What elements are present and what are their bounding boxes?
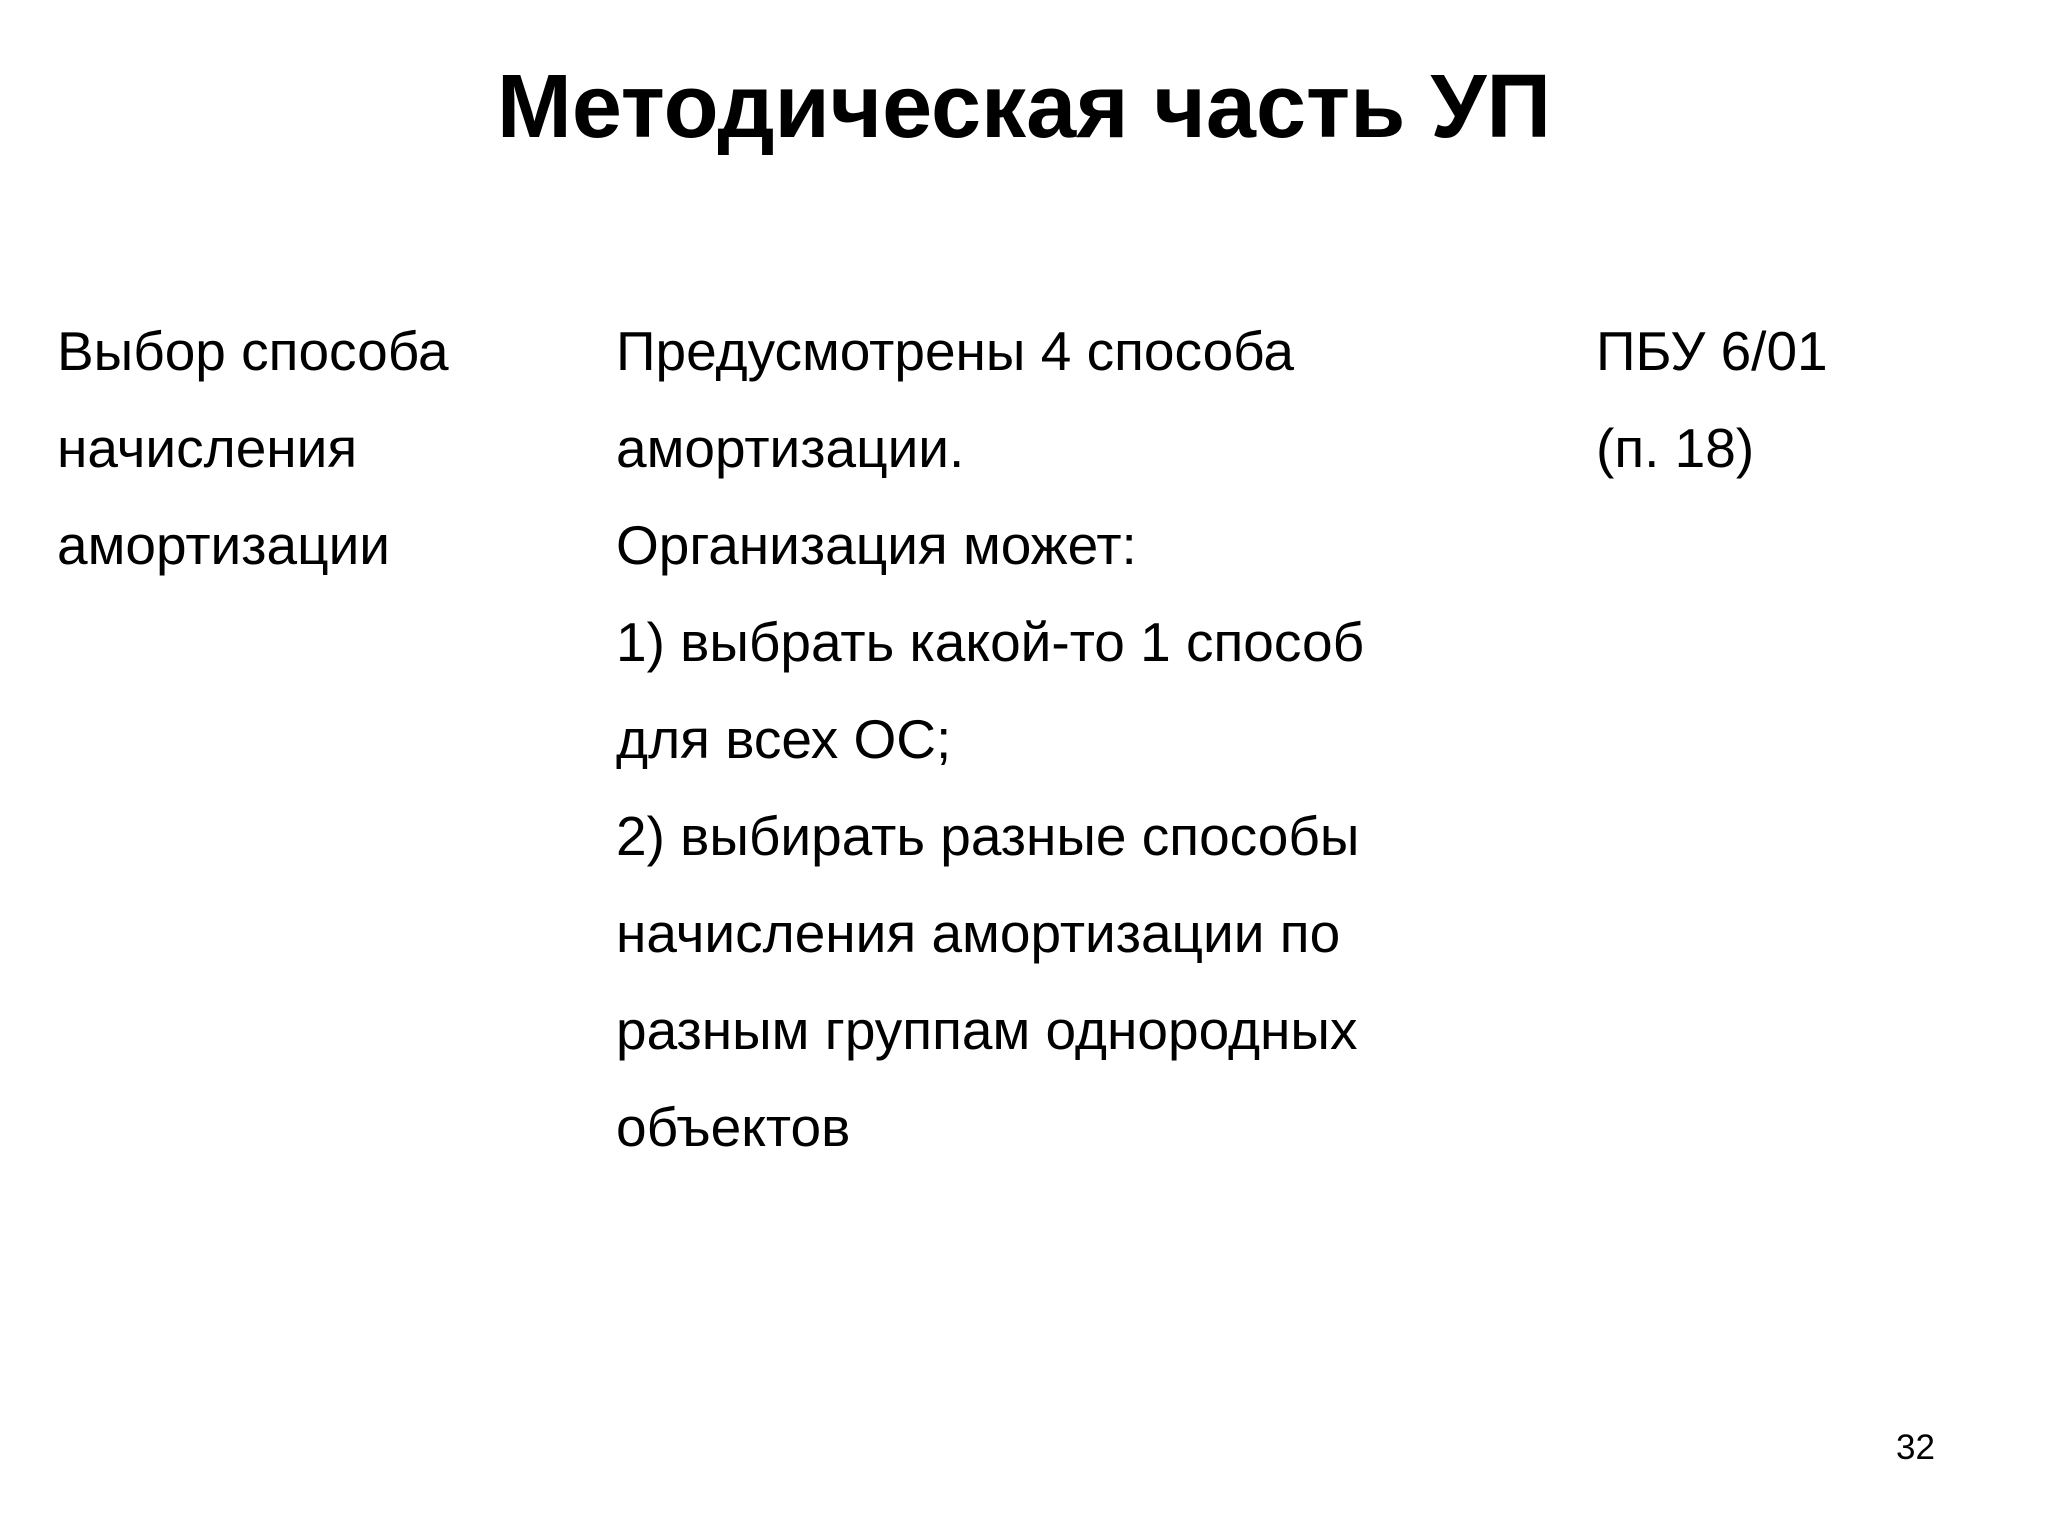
topic-line: амортизации [57, 514, 391, 576]
reference-line: ПБУ 6/01 [1596, 320, 1828, 382]
description-cell [616, 303, 1576, 1176]
description-line: 2) выбирать разные способы [616, 805, 1360, 867]
description-line: разным группам однородных [616, 999, 1358, 1061]
description-line: Предусмотрены 4 способа [616, 320, 1294, 382]
page-number: 32 [1896, 1428, 1935, 1467]
topic-line: Выбор способа [57, 320, 449, 382]
topic-line: начисления [57, 417, 358, 479]
description-line: амортизации. [616, 417, 965, 479]
reference-line: (п. 18) [1596, 417, 1755, 479]
slide-title: Методическая часть УП [496, 57, 1552, 157]
topic-cell [57, 303, 577, 594]
description-line: для всех ОС; [616, 708, 952, 770]
description-line: начисления амортизации по [616, 902, 1341, 964]
description-line: Организация может: [616, 514, 1137, 576]
description-line: 1) выбрать какой-то 1 способ [616, 611, 1365, 673]
reference-cell [1596, 303, 2016, 497]
description-line: объектов [616, 1096, 851, 1158]
